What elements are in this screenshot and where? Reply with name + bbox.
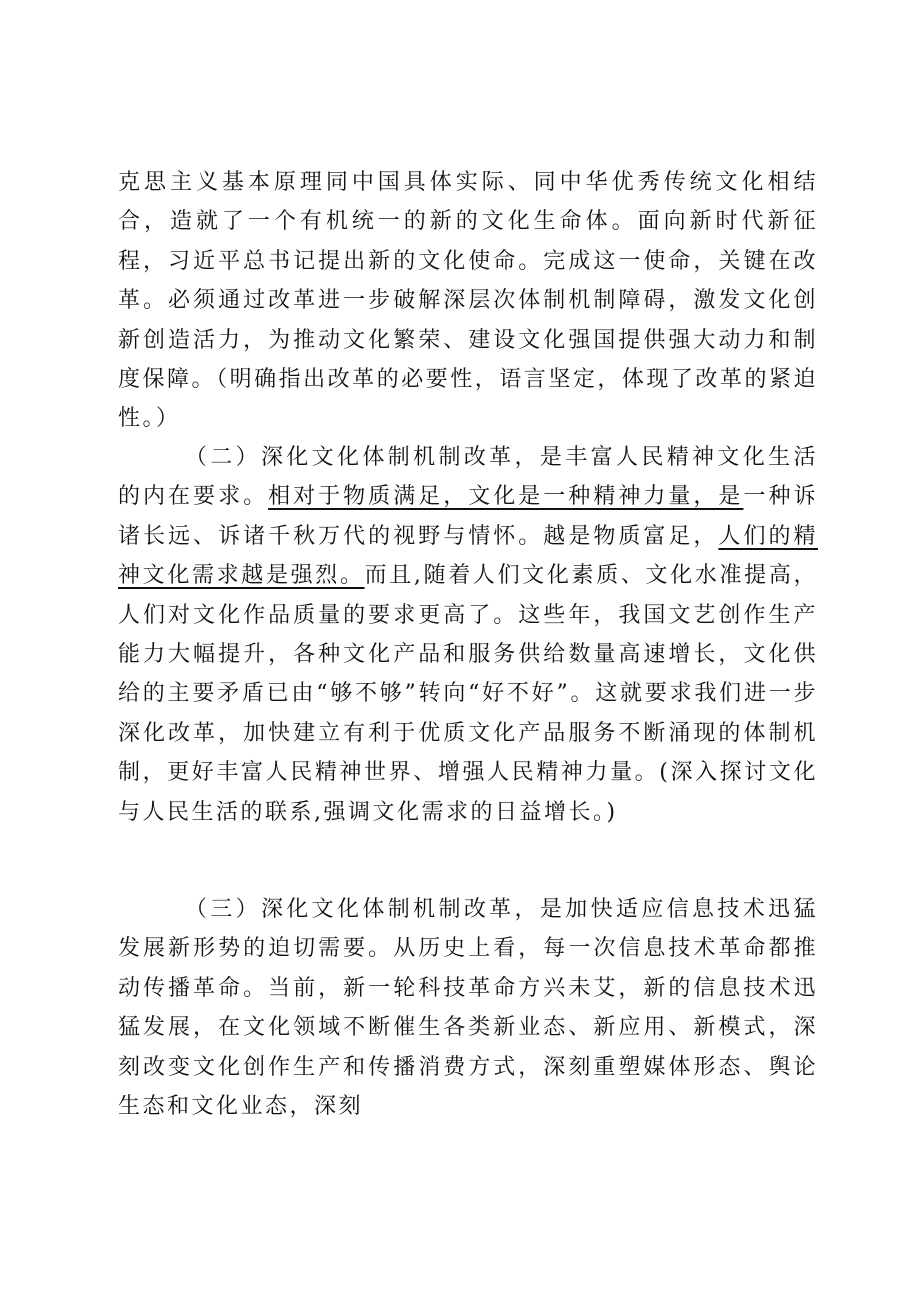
underlined-text: 相对于物质满足，文化是一种精神力量，是 xyxy=(268,484,744,510)
underlined-text: 人们的精神文化需求越是强烈。 xyxy=(118,523,818,589)
paragraph-3-text: （三）深化文化体制机制改革，是加快适应信息技术迅猛发展新形势的迫切需要。从历史上看，每一次信息技术革命都推动传播革命。当前，新一轮科技革命方兴未艾，新的信息技术迅猛发展，在文化领域不断催生各类新业态、新应用、新模式，深刻改变文化创作生产和传播消费方式，深刻重塑媒体形态、舆论生态和文化业态，深刻 xyxy=(118,897,818,1120)
paragraph-section-three xyxy=(118,890,818,1126)
paragraph-section-two xyxy=(118,438,818,832)
paragraph-2-text-c: 而且,随着人们文化素质、文化水准提高，人们对文化作品质量的要求更高了。这些年，我国文艺创作生产能力大幅提升，各种文化产品和服务供给数量高速增长，文化供给的主要矛盾已由“够不够”转向“好不好”。这就要求我们进一步深化改革，加快建立有利于优质文化产品服务不断涌现的体制机制，更好丰富人民精神世界、增强人民精神力量。(深入探讨文化与人民生活的联系,强调文化需求的日益增长。) xyxy=(118,563,818,825)
paragraph-2-text-a: （二）深化文化体制机制改革，是丰富人民精神文化生活的内在要求。 xyxy=(118,445,818,510)
paragraph-2-text-b: 一种诉诸长远、诉诸千秋万代的视野与情怀。越是物质富足， xyxy=(118,484,818,549)
paragraph-continuation xyxy=(118,163,818,439)
paragraph-1-text: 克思主义基本原理同中国具体实际、同中华优秀传统文化相结合，造就了一个有机统一的新的文化生命体。面向新时代新征程，习近平总书记提出新的文化使命。完成这一使命，关键在改革。必须通过改革进一步破解深层次体制机制障碍，激发文化创新创造活力，为推动文化繁荣、建设文化强国提供强大动力和制度保障。（明确指出改革的必要性，语言坚定，体现了改革的紧迫性。） xyxy=(118,170,818,432)
